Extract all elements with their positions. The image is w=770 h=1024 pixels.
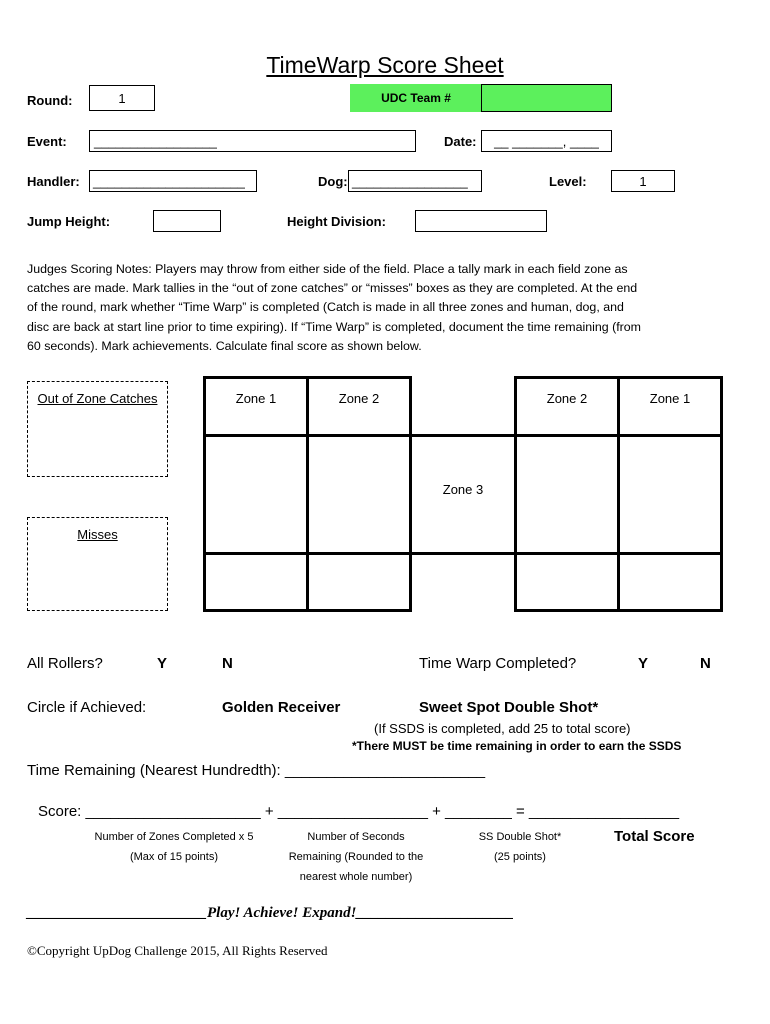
- time-warp-yes[interactable]: Y: [638, 655, 649, 672]
- judges-notes: Judges Scoring Notes: Players may throw from either side of the field. Place a tally mark in each field zone as catches are made. Mark tallies in the “out of zone catches” or “misses” boxes as they are completed. At the end of the round, mark whether “Time Warp” is completed (Catch is made in all three zones and human, dog, and disc are back at start line prior to time expiring). If “Time Warp” is completed, document the time remaining (from 60 seconds). Mark achievements. Calculate final score as shown below.: [27, 262, 642, 353]
- left-zone1-label: Zone 1: [235, 391, 277, 406]
- circle-if-achieved-label: Circle if Achieved:: [27, 699, 147, 716]
- copyright: ©Copyright UpDog Challenge 2015, All Rights Reserved: [27, 943, 328, 958]
- all-rollers-no[interactable]: N: [222, 655, 233, 672]
- misses-label: Misses: [77, 527, 118, 542]
- page-title: TimeWarp Score Sheet: [266, 52, 504, 78]
- dog-value: ________________: [352, 173, 468, 189]
- handler-field[interactable]: [89, 170, 257, 192]
- out-of-zone-label: Out of Zone Catches: [37, 391, 158, 406]
- all-rollers-label: All Rollers?: [27, 655, 103, 672]
- out-of-zone-box[interactable]: [27, 381, 168, 477]
- level-label: Level:: [549, 174, 587, 189]
- jump-height-label: Jump Height:: [27, 214, 111, 229]
- left-zone2-label: Zone 2: [338, 391, 380, 406]
- dog-field[interactable]: [348, 170, 482, 192]
- left-header-line: [203, 434, 412, 437]
- right-zone1-label: Zone 1: [649, 391, 691, 406]
- event-field[interactable]: [89, 130, 416, 152]
- round-label: Round:: [27, 93, 73, 108]
- round-field[interactable]: 1: [89, 85, 155, 111]
- time-warp-no[interactable]: N: [700, 655, 711, 672]
- ssds-caption-line2: (25 points): [494, 851, 546, 863]
- handler-value: _____________________: [93, 173, 245, 189]
- event-value: _________________: [94, 133, 217, 149]
- dog-label: Dog:: [318, 174, 348, 189]
- right-lower-line: [514, 552, 723, 555]
- misses-box[interactable]: [27, 517, 168, 611]
- total-score-label: Total Score: [614, 828, 695, 845]
- time-remaining-line[interactable]: Time Remaining (Nearest Hundredth): ________________________: [27, 762, 486, 779]
- seconds-caption-line3: nearest whole number): [299, 871, 413, 883]
- zones-caption: [88, 827, 260, 867]
- left-lower-line: [203, 552, 412, 555]
- left-divider: [306, 376, 309, 612]
- time-warp-label: Time Warp Completed?: [419, 655, 577, 672]
- middle-bottom-line: [409, 552, 517, 555]
- jump-height-field[interactable]: [153, 210, 221, 232]
- right-zone2-label: Zone 2: [546, 391, 588, 406]
- footer-slogan: ________________________Play! Achieve! Expand!_____________________: [27, 905, 514, 921]
- height-division-label: Height Division:: [287, 214, 386, 229]
- date-label: Date:: [444, 134, 477, 149]
- ssds-caption: [470, 827, 570, 867]
- zones-caption-line1: Number of Zones Completed x 5: [94, 831, 254, 843]
- zone3-label: Zone 3: [442, 482, 484, 497]
- seconds-caption-line1: Number of Seconds: [307, 831, 405, 843]
- zones-caption-line2: (Max of 15 points): [129, 851, 219, 863]
- ssds-warning: *There MUST be time remaining in order to earn the SSDS: [352, 739, 682, 753]
- date-field[interactable]: [481, 130, 612, 152]
- sweet-spot-double-shot[interactable]: Sweet Spot Double Shot*: [419, 699, 599, 716]
- date-value: __ _______, ____: [494, 133, 599, 149]
- event-label: Event:: [27, 134, 67, 149]
- score-line[interactable]: Score: _____________________ + __________________ + ________ = __________________: [38, 803, 680, 820]
- golden-receiver[interactable]: Golden Receiver: [222, 699, 341, 716]
- all-rollers-yes[interactable]: Y: [157, 655, 168, 672]
- ssds-note: (If SSDS is completed, add 25 to total score): [374, 721, 631, 736]
- seconds-caption: [280, 827, 432, 887]
- level-field[interactable]: 1: [611, 170, 675, 192]
- right-header-line: [514, 434, 723, 437]
- height-division-field[interactable]: [415, 210, 547, 232]
- team-number-field[interactable]: [481, 84, 612, 112]
- ssds-caption-line1: SS Double Shot*: [478, 831, 562, 843]
- seconds-caption-line2: Remaining (Rounded to the: [288, 851, 424, 863]
- middle-top-line: [409, 434, 517, 437]
- team-label: UDC Team #: [350, 84, 482, 112]
- right-divider: [617, 376, 620, 612]
- handler-label: Handler:: [27, 174, 80, 189]
